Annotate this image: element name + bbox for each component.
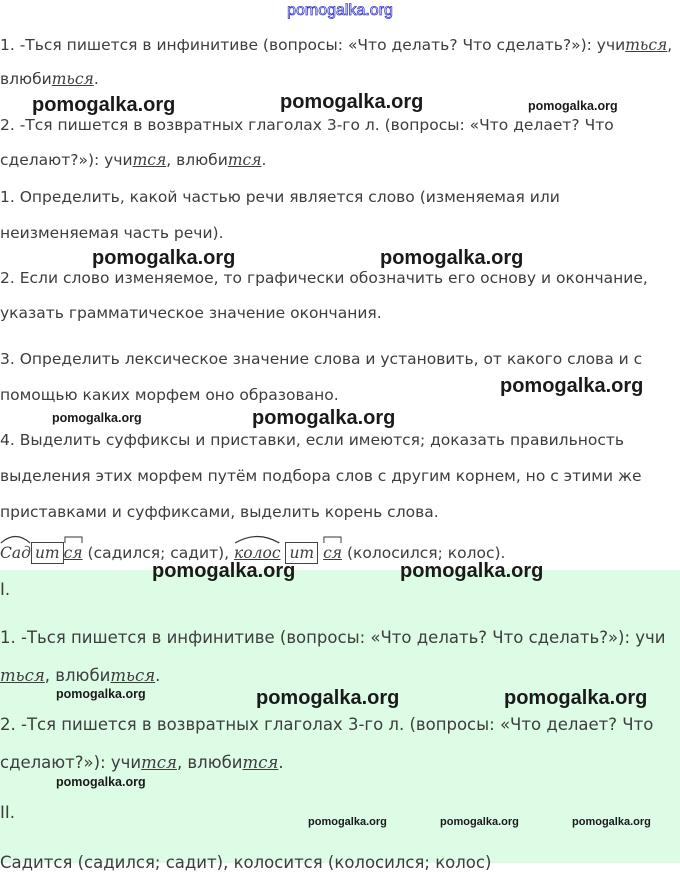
watermark: pomogalka.org bbox=[252, 407, 396, 429]
rule-2-period: . bbox=[261, 151, 267, 169]
answer-2-line-2 bbox=[0, 753, 284, 773]
step-1-line-2: неизменяемая часть речи). bbox=[0, 224, 224, 242]
step-4-line-2: выделения этих морфем путём подбора слов с другим корнем, но с этими же bbox=[0, 467, 642, 485]
root-arc-icon bbox=[0, 534, 31, 544]
rule-2-word: , влюби bbox=[166, 151, 228, 169]
ending-tsya-8: тся bbox=[242, 753, 279, 772]
watermark: pomogalka.org bbox=[152, 560, 296, 582]
rule-1-period: . bbox=[93, 70, 99, 88]
rule-2-line-1: 2. -Тся пишется в возвратных глаголах 3-го л. (вопросы: «Что делает? Что bbox=[0, 116, 614, 134]
root-text: колос bbox=[234, 544, 281, 562]
ending-tsya-5: ться bbox=[0, 666, 45, 685]
watermark: pomogalka.org bbox=[572, 816, 651, 828]
root-text: Сад bbox=[0, 544, 31, 562]
rule-1-text: 1. -Ться пишется в инфинитиве (вопросы: «Что делать? Что сделать?»): учи bbox=[0, 36, 626, 54]
suffix-it: ит bbox=[31, 542, 64, 564]
watermark: pomogalka.org bbox=[256, 687, 400, 709]
section-2-heading: II. bbox=[0, 803, 15, 822]
answer-2-line-1: 2. -Тся пишется в возвратных глаголах 3-го л. (вопросы: «Что делает? Что bbox=[0, 715, 654, 734]
ending-tsya-2: ться bbox=[51, 70, 94, 88]
watermark: pomogalka.org bbox=[92, 247, 236, 269]
watermark: pomogalka.org bbox=[308, 816, 387, 828]
rule-1-comma: , bbox=[667, 36, 673, 54]
section-1-heading: I. bbox=[0, 580, 11, 599]
watermark: pomogalka.org bbox=[32, 94, 176, 116]
watermark: pomogalka.org bbox=[400, 560, 544, 582]
watermark: pomogalka.org bbox=[56, 775, 146, 789]
rule-1-line-2 bbox=[0, 69, 99, 89]
answer-1-line-2 bbox=[0, 666, 160, 686]
postfix-arc-icon bbox=[323, 534, 342, 544]
watermark: pomogalka.org bbox=[528, 99, 618, 113]
watermark: pomogalka.org bbox=[52, 411, 142, 425]
answer-2-word: , влюби bbox=[176, 753, 243, 772]
watermark: pomogalka.org bbox=[56, 687, 146, 701]
watermark: pomogalka.org bbox=[440, 816, 519, 828]
answer-2-text: сделают?»): учи bbox=[0, 753, 142, 772]
rule-1-line-1 bbox=[0, 35, 672, 55]
ending-tsya-6: ться bbox=[110, 666, 156, 685]
postfix-text: ся bbox=[323, 544, 343, 562]
step-3-line-2: помощью каких морфем оно образовано. bbox=[0, 386, 339, 404]
watermark: pomogalka.org bbox=[504, 687, 648, 709]
ending-tsya-1: ться bbox=[625, 36, 668, 54]
rule-2-text: сделают?»): учи bbox=[0, 151, 133, 169]
watermark: pomogalka.org bbox=[500, 375, 644, 397]
step-2-line-2: указать грамматическое значение окончания. bbox=[0, 304, 382, 322]
answer-1-word: , влюби bbox=[44, 666, 111, 685]
suffix-it: ит bbox=[285, 542, 318, 564]
postfix-sya bbox=[64, 543, 83, 563]
ending-tsya-7: тся bbox=[141, 753, 177, 772]
ending-tsya-3: тся bbox=[132, 151, 167, 169]
answer-2-period: . bbox=[278, 753, 284, 772]
rule-2-line-2 bbox=[0, 150, 266, 170]
answer-1-period: . bbox=[155, 666, 161, 685]
answer-1-line-1: 1. -Ться пишется в инфинитиве (вопросы: «Что делать? Что сделать?»): учи bbox=[0, 628, 666, 647]
step-1-line-1: 1. Определить, какой частью речи является слово (изменяемая или bbox=[0, 188, 560, 206]
postfix-text: ся bbox=[63, 544, 83, 562]
step-3-line-1: 3. Определить лексическое значение слова и установить, от какого слова и с bbox=[0, 350, 643, 368]
answer-bottom-partial: Садится (садился; садит), колосится (колосился; колос) bbox=[0, 853, 492, 872]
step-4-line-3: приставками и суффиксами, выделить корень слова. bbox=[0, 503, 439, 521]
watermark: pomogalka.org bbox=[380, 247, 524, 269]
example-note-1: (садился; садит), bbox=[87, 544, 230, 562]
rule-1-word: влюби bbox=[0, 70, 52, 88]
postfix-sya bbox=[323, 543, 342, 563]
postfix-arc-icon bbox=[64, 534, 83, 544]
root-sad bbox=[0, 543, 31, 563]
step-4-line-1: 4. Выделить суффиксы и приставки, если имеются; доказать правильность bbox=[0, 431, 625, 449]
root-arc-icon bbox=[234, 534, 280, 544]
site-watermark: pomogalka.org bbox=[287, 2, 393, 19]
watermark: pomogalka.org bbox=[280, 91, 424, 113]
ending-tsya-4: тся bbox=[227, 151, 262, 169]
step-2-line-1: 2. Если слово изменяемое, то графически обозначить его основу и окончание, bbox=[0, 269, 648, 287]
example-note-2: (колосился; колос). bbox=[346, 544, 506, 562]
